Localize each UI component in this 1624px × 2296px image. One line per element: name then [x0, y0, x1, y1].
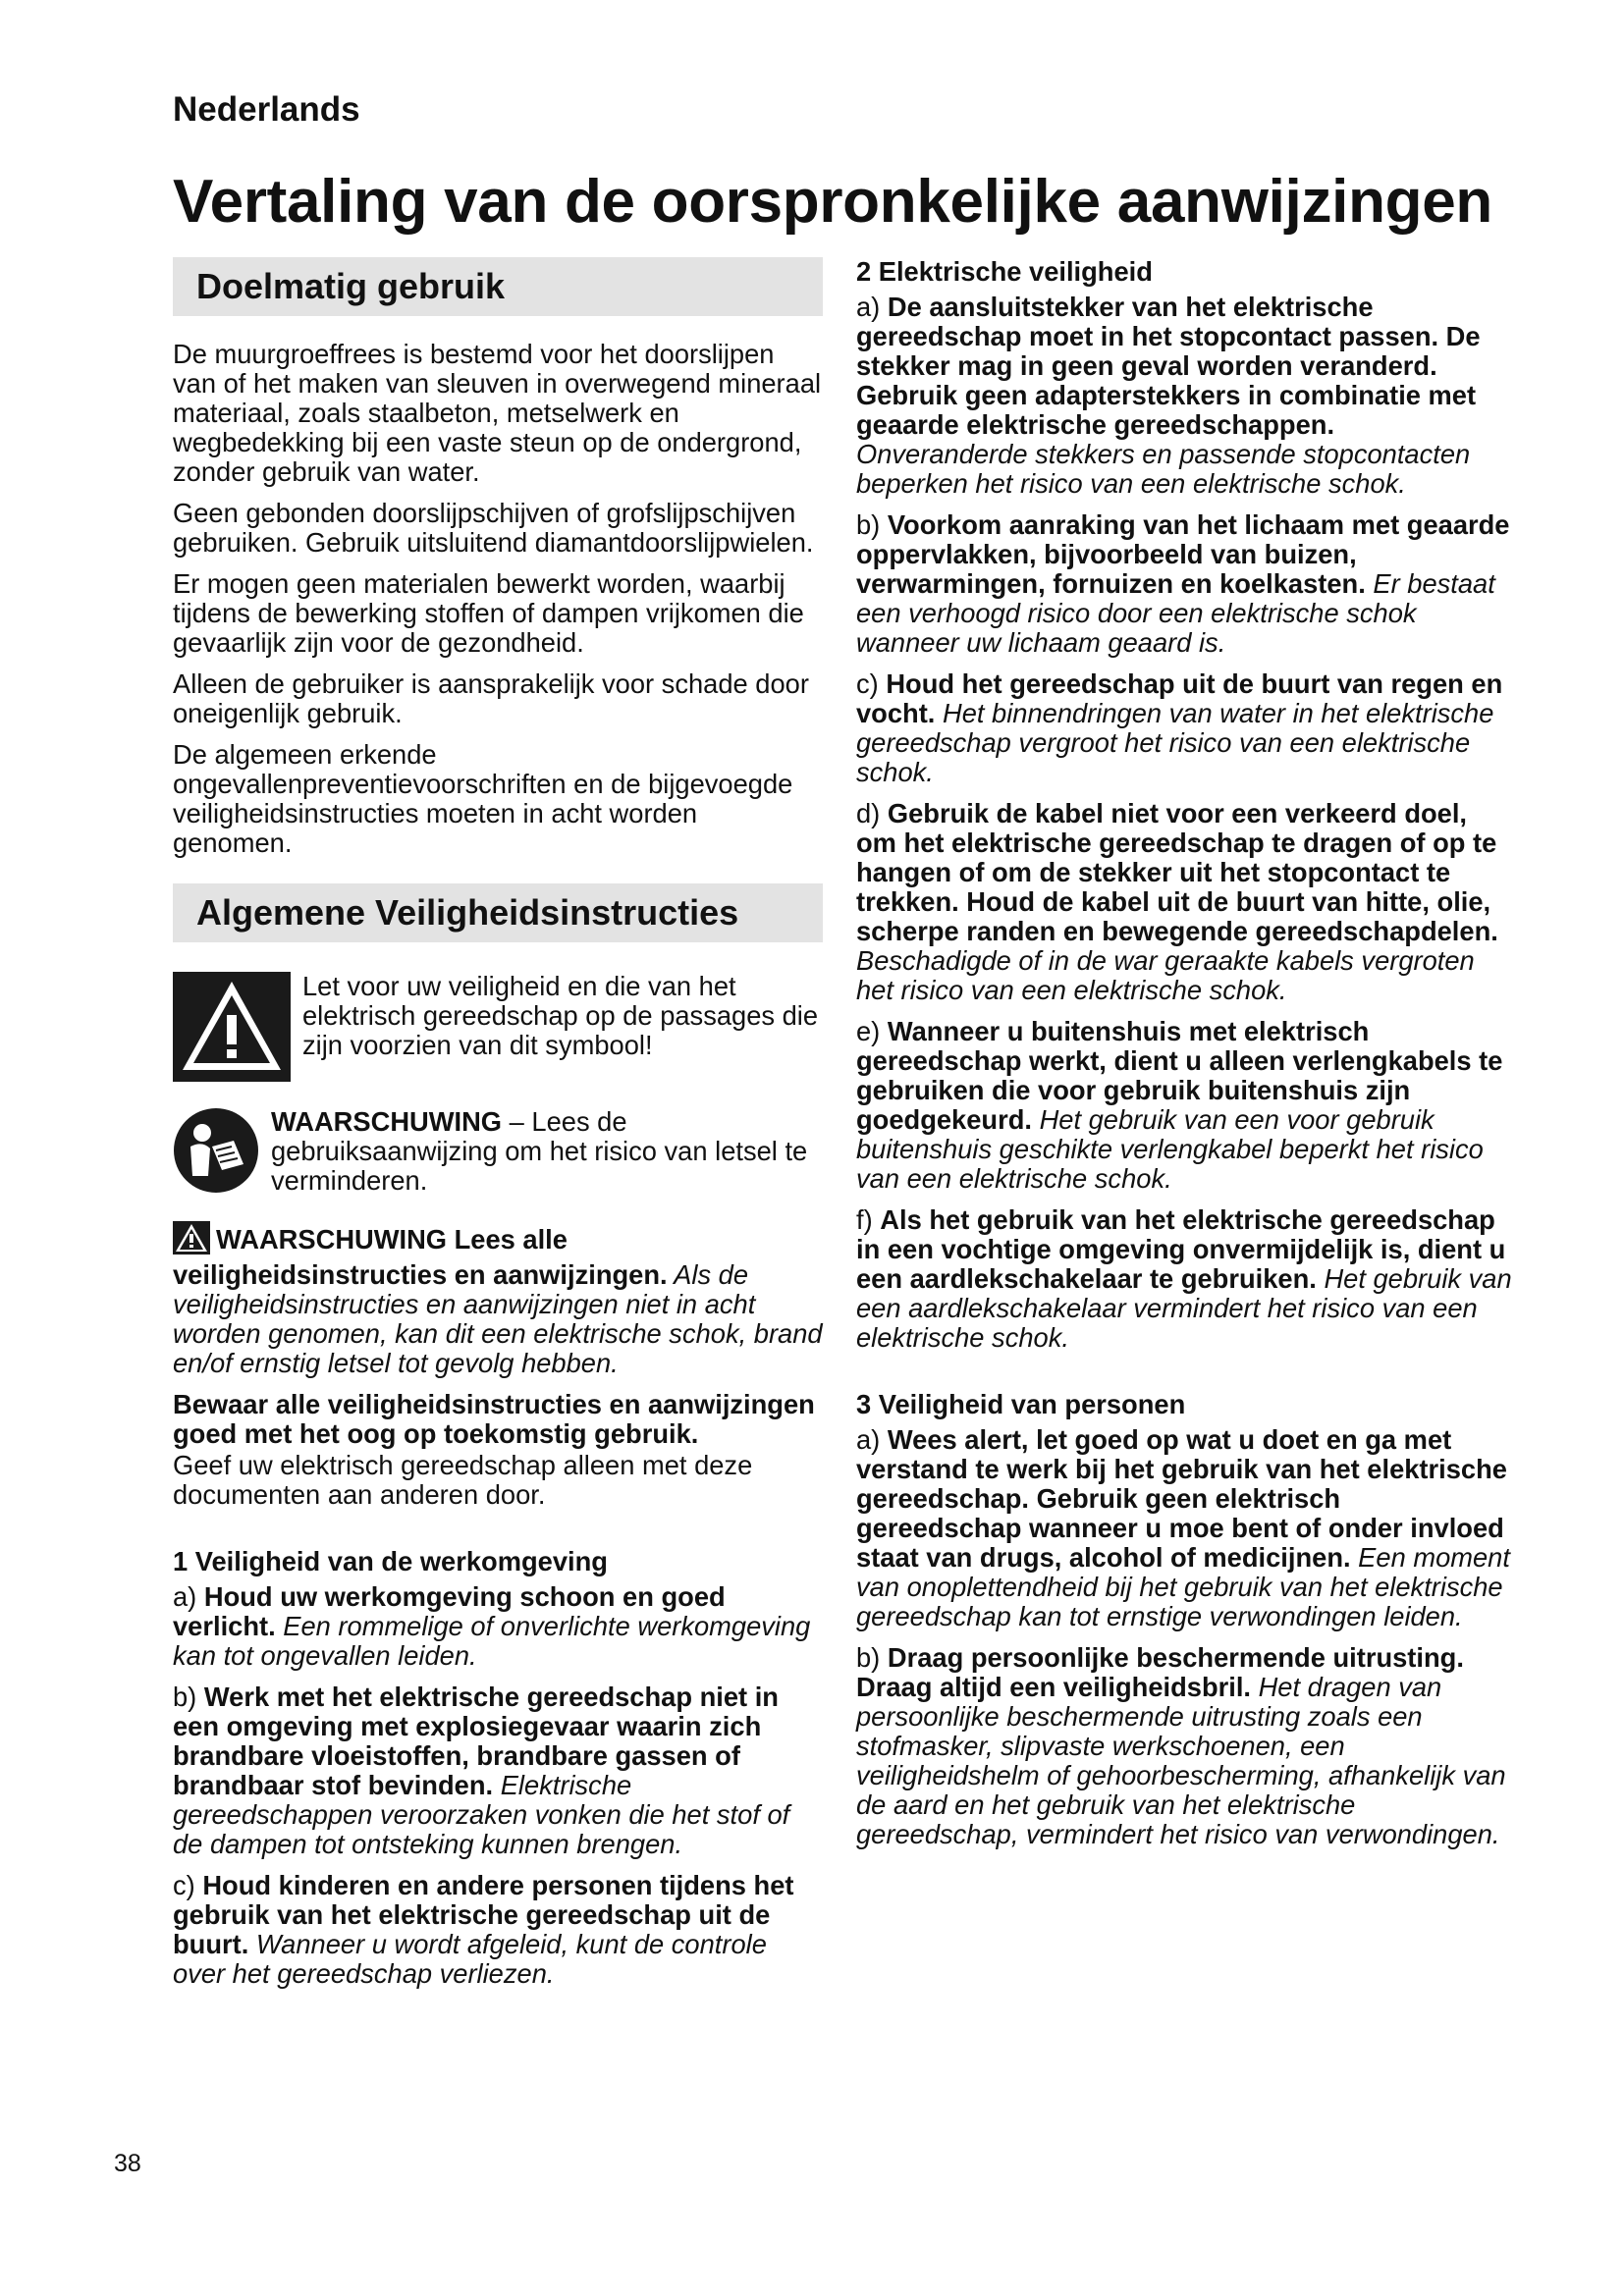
- list-item: [856, 510, 1512, 658]
- item-letter: a): [856, 1424, 881, 1455]
- list-item: [856, 1425, 1512, 1631]
- page-number: 38: [114, 2150, 141, 2177]
- paragraph: De algemeen erkende ongevallenpreventievoorschriften en de bijgevoegde veiligheidsinstructies moeten in acht worden genomen.: [173, 739, 793, 858]
- item-letter: a): [856, 292, 881, 322]
- list-item: [856, 1205, 1512, 1353]
- list-item: [856, 669, 1512, 787]
- manual-warning-body: – Lees de gebruiksaanwijzing om het risico van letsel te verminderen.: [271, 1106, 808, 1196]
- list-item: [173, 1871, 823, 1989]
- item-letter: b): [173, 1682, 197, 1712]
- item-letter: d): [856, 798, 881, 828]
- keep-instructions: Bewaar alle veiligheidsinstructies en aanwijzingen goed met het oog op toekomstig gebruik.: [173, 1389, 815, 1449]
- list-item: [856, 1643, 1512, 1849]
- item-italic: Elektrische gereedschappen veroorzaken vonken die het stof of de dampen tot ontsteking kunnen brengen.: [173, 1770, 790, 1859]
- paragraph: Geen gebonden doorslijpschijven of grofslijpschijven gebruiken. Gebruik uitsluitend diamantdoorslijpwielen.: [173, 498, 814, 558]
- item-bold: Houd kinderen en andere personen tijdens het gebruik van het elektrische gereedschap uit de buurt.: [173, 1870, 794, 1959]
- language-label: Nederlands: [173, 90, 360, 129]
- right-column: [856, 257, 1512, 1861]
- pass-on-instructions: Geef uw elektrisch gereedschap alleen met deze documenten aan anderen door.: [173, 1450, 753, 1510]
- item-italic: Onveranderde stekkers en passende stopcontacten beperken het risico van een elektrische schok.: [856, 439, 1471, 499]
- read-all-warning-bold: WAARSCHUWING Lees alle veiligheidsinstructies en aanwijzingen.: [173, 1224, 668, 1290]
- item-letter: e): [856, 1016, 881, 1046]
- warning-triangle-small-icon: [173, 1221, 210, 1260]
- item-italic: Beschadigde of in de war geraakte kabels vergroten het risico van een elektrische schok.: [856, 945, 1475, 1005]
- item-letter: b): [856, 1642, 881, 1673]
- item-italic: Het binnendringen van water in het elektrische gereedschap vergroot het risico van een elektrische schok.: [856, 698, 1494, 787]
- paragraph: De muurgroeffrees is bestemd voor het doorslijpen van of het maken van sleuven in overwegend mineraal materiaal, zoals staalbeton, metselwerk en wegbedekking bij een vaste steun op de ondergrond, zonder gebruik van water.: [173, 339, 822, 487]
- manual-warning: [173, 1107, 823, 1207]
- list-item: [173, 1582, 823, 1671]
- item-letter: f): [856, 1204, 873, 1235]
- item-bold: Houd uw werkomgeving schoon en goed verlicht.: [173, 1581, 726, 1641]
- item-bold: Gebruik de kabel niet voor een verkeerd doel, om het elektrische gereedschap te dragen of op te hangen of om de stekker uit het stopcontact te trekken. Houd de kabel uit de buurt van hitte, olie, scherpe randen en bewegende gereedschapdelen.: [856, 798, 1498, 946]
- list-item: [856, 293, 1512, 499]
- item-italic: Er bestaat een verhoogd risico door een elektrische schok wanneer uw lichaam geaard is.: [856, 568, 1495, 658]
- item-bold: Houd het gereedschap uit de buurt van regen en vocht.: [856, 668, 1503, 728]
- read-manual-icon: [173, 1107, 259, 1200]
- item-italic: Het dragen van persoonlijke beschermende uitrusting zoals een stofmasker, slipvaste werkschoenen, een veiligheidshelm of gehoorbescherming, afhankelijk van de aard en het gebruik van het elektrische gereedschap, vermindert het risico van verwondingen.: [856, 1672, 1506, 1849]
- item-letter: c): [856, 668, 879, 699]
- item-bold: Draag persoonlijke beschermende uitrusting. Draag altijd een veiligheidsbril.: [856, 1642, 1464, 1702]
- manual-warning-label: WAARSCHUWING: [271, 1106, 503, 1137]
- item-bold: Werk met het elektrische gereedschap niet in een omgeving met explosiegevaar waarin zich brandbare vloeistoffen, brandbare gassen of brandbaar stof bevinden.: [173, 1682, 779, 1800]
- item-italic: Het gebruik van een voor gebruik buitenshuis geschikte verlengkabel beperkt het risico van een elektrische schok.: [856, 1104, 1484, 1194]
- section-heading-work-area: 1 Veiligheid van de werkomgeving: [173, 1546, 608, 1576]
- item-bold: Voorkom aanraking van het lichaam met geaarde oppervlakken, bijvoorbeeld van buizen, verwarmingen, fornuizen en koelkasten.: [856, 509, 1510, 599]
- list-item: [856, 1017, 1512, 1194]
- left-column: [173, 257, 823, 2001]
- read-all-warning-italic: Als de veiligheidsinstructies en aanwijzingen niet in acht worden genomen, kan dit een elektrische schok, brand en/of ernstig letsel tot gevolg hebben.: [173, 1259, 823, 1378]
- item-italic: Het gebruik van een aardlekschakelaar vermindert het risico van een elektrische schok.: [856, 1263, 1512, 1353]
- section-heading-electrical: 2 Elektrische veiligheid: [856, 256, 1153, 287]
- item-italic: Een rommelige of onverlichte werkomgeving kan tot ongevallen leiden.: [173, 1611, 811, 1671]
- symbol-notice-text: Let voor uw veiligheid en die van het elektrisch gereedschap op de passages die zijn voorzien van dit symbool!: [302, 971, 819, 1060]
- item-italic: Wanneer u wordt afgeleid, kunt de controle over het gereedschap verliezen.: [173, 1929, 767, 1989]
- symbol-notice: [173, 972, 823, 1088]
- section-heading-intended-use: Doelmatig gebruik: [173, 257, 823, 316]
- read-all-warning: [173, 1221, 823, 1378]
- item-italic: Een moment van onoplettendheid bij het gebruik van het elektrische gereedschap kan tot ernstige verwondingen leiden.: [856, 1542, 1510, 1631]
- list-item: [856, 799, 1512, 1005]
- paragraph: Er mogen geen materialen bewerkt worden, waarbij tijdens de bewerking stoffen of dampen vrijkomen die gevaarlijk zijn voor de gezondheid.: [173, 568, 804, 658]
- paragraph: Alleen de gebruiker is aansprakelijk voor schade door oneigenlijk gebruik.: [173, 668, 809, 728]
- section-heading-personal-safety: 3 Veiligheid van personen: [856, 1389, 1186, 1419]
- item-bold: De aansluitstekker van het elektrische gereedschap moet in het stopcontact passen. De stekker mag in geen geval worden veranderd. Gebruik geen adapterstekkers in combinatie met geaarde elektrische gereedschappen.: [856, 292, 1481, 440]
- warning-triangle-icon: [173, 972, 291, 1088]
- section-heading-general-safety: Algemene Veiligheidsinstructies: [173, 883, 823, 942]
- list-item: [173, 1682, 823, 1859]
- manual-warning-text: [271, 1107, 823, 1196]
- page-title: Vertaling van de oorspronkelijke aanwijzingen: [173, 168, 1492, 236]
- item-letter: c): [173, 1870, 195, 1900]
- item-letter: b): [856, 509, 881, 540]
- item-bold: Wanneer u buitenshuis met elektrisch gereedschap werkt, dient u alleen verlengkabels te gebruiken die voor gebruik buitenshuis zijn goedgekeurd.: [856, 1016, 1503, 1135]
- item-bold: Als het gebruik van het elektrische gereedschap in een vochtige omgeving onvermijdelijk is, dient u een aardlekschakelaar te gebruiken.: [856, 1204, 1506, 1294]
- item-bold: Wees alert, let goed op wat u doet en ga met verstand te werk bij het gebruik van het elektrische gereedschap. Gebruik geen elektrisch gereedschap wanneer u moe bent of onder invloed staat van drugs, alcohol of medicijnen.: [856, 1424, 1507, 1573]
- item-letter: a): [173, 1581, 197, 1612]
